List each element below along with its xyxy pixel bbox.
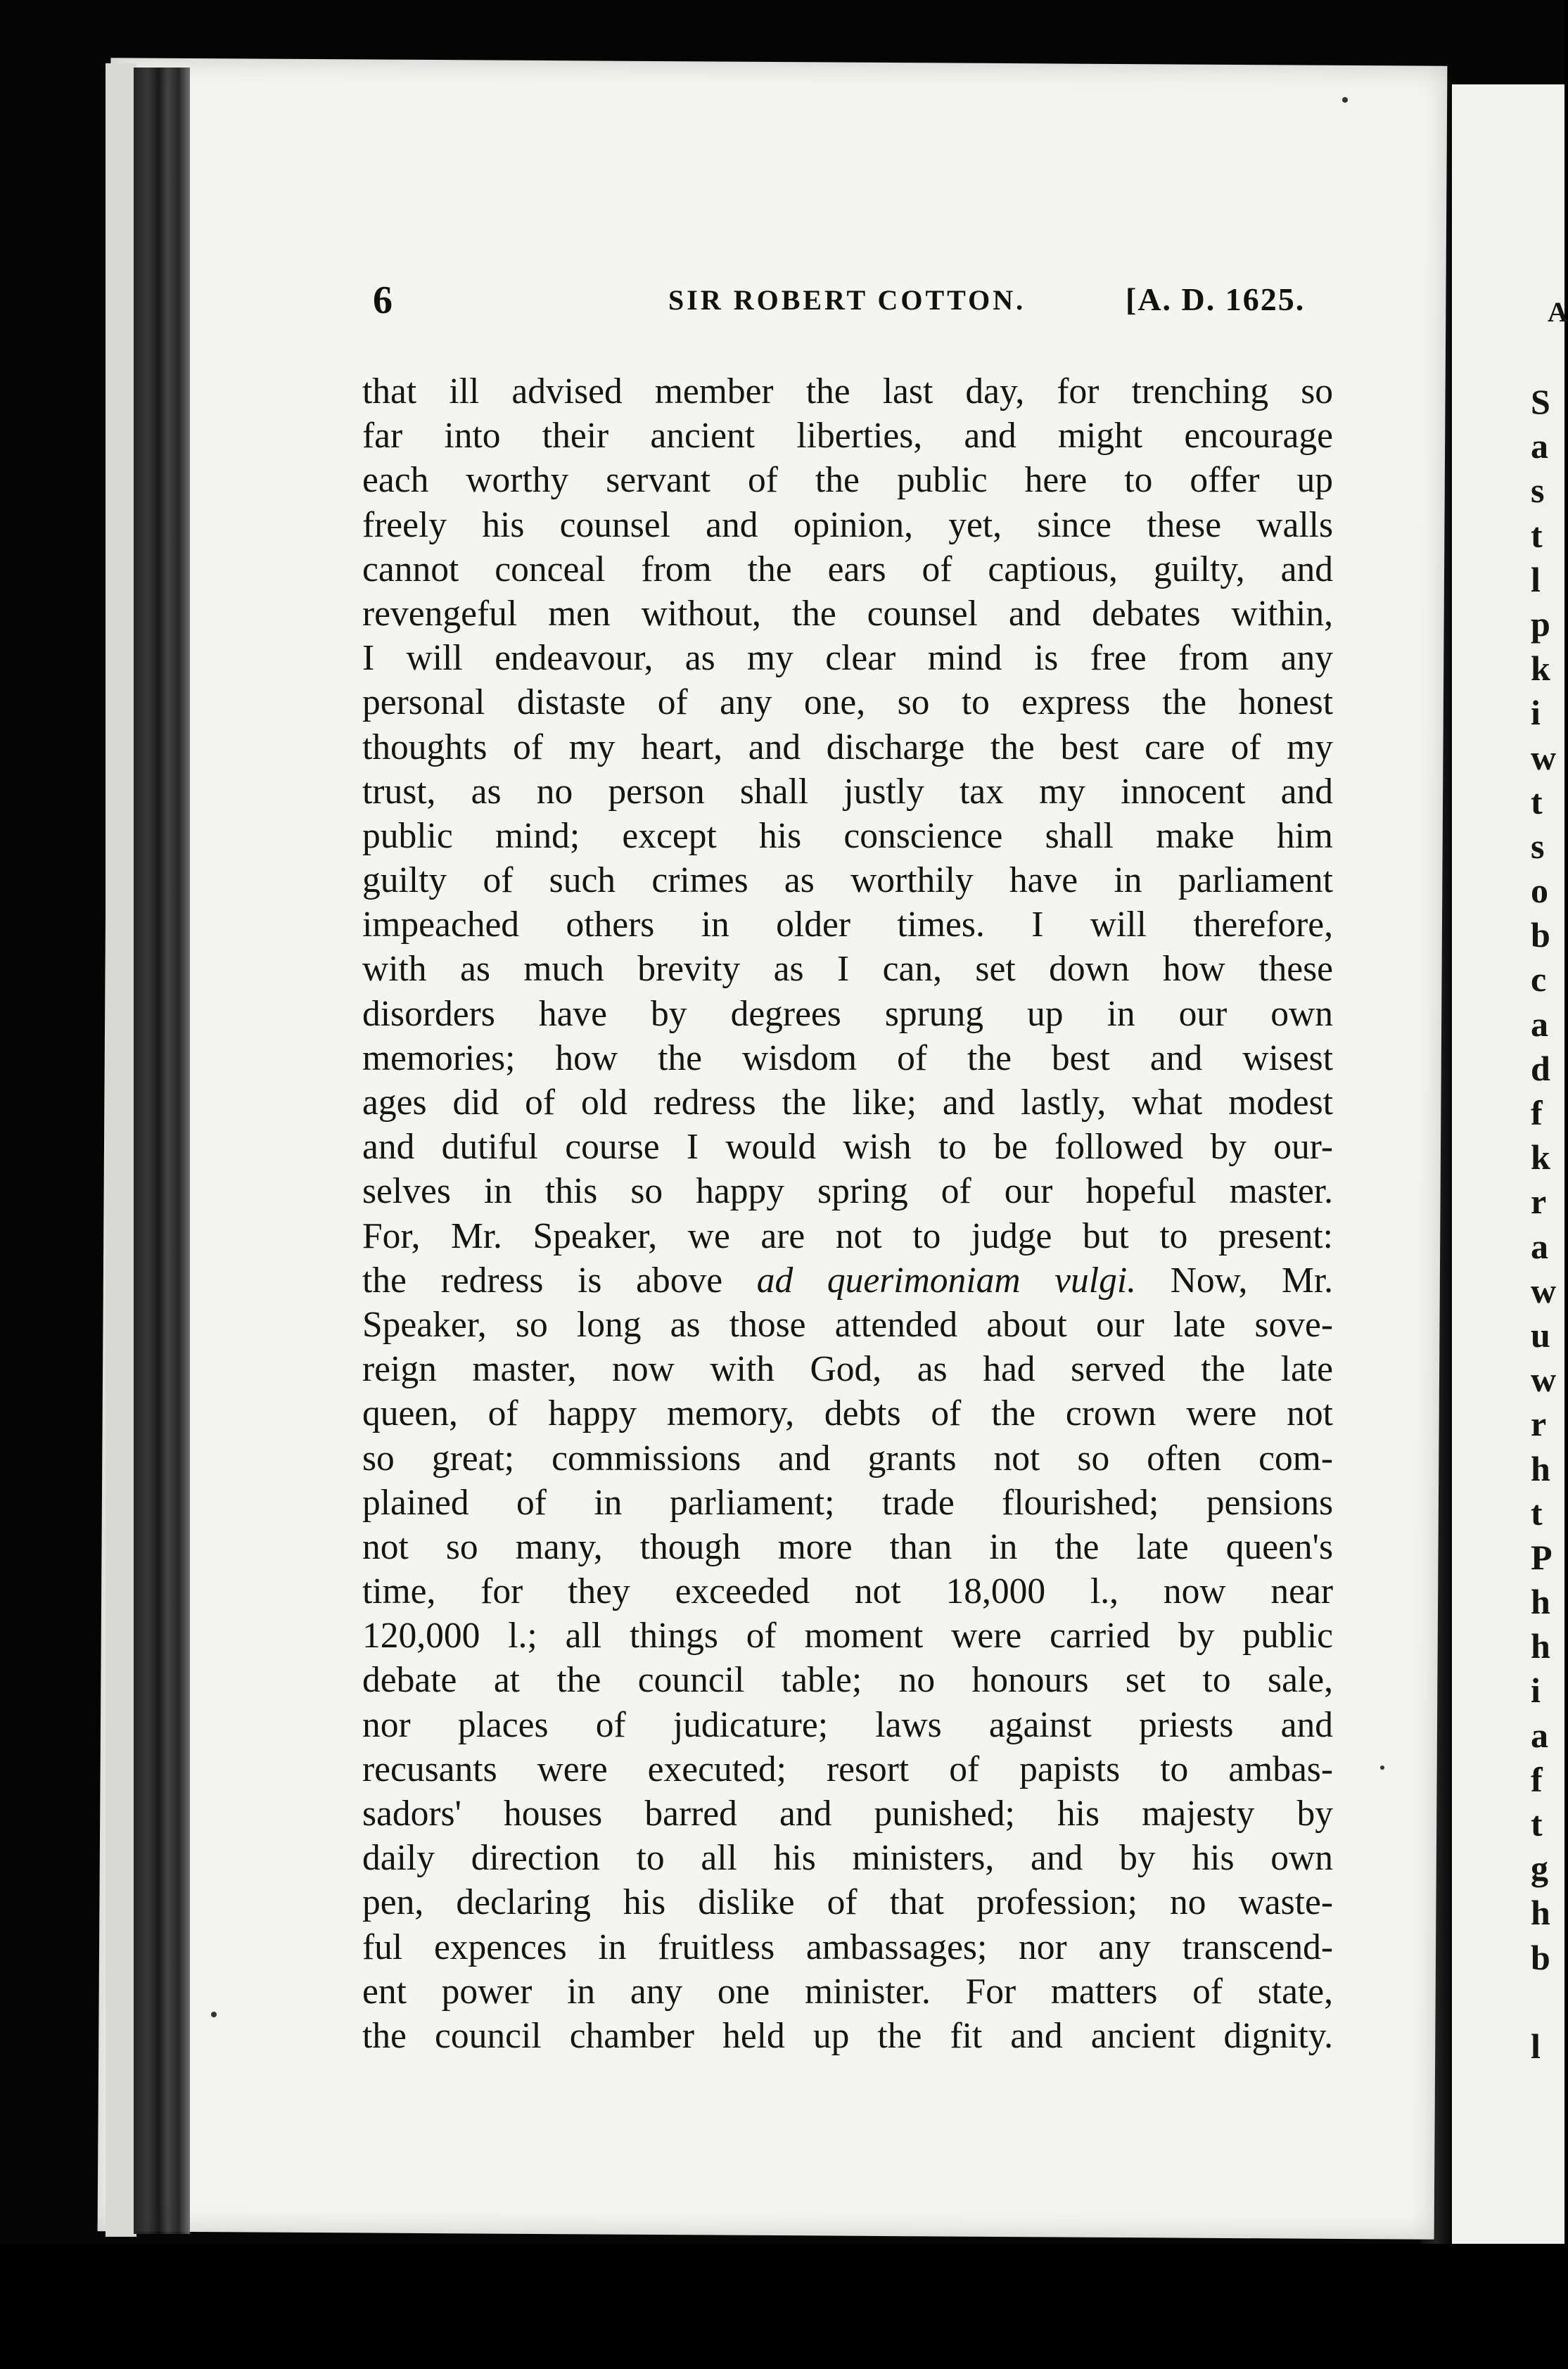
- text-line: freely his counsel and opinion, yet, since these walls: [362, 504, 1333, 545]
- text-line: public mind; except his conscience shall make him: [362, 815, 1333, 856]
- text-line: guilty of such crimes as worthily have in parliament: [362, 860, 1333, 901]
- text-line: far into their ancient liberties, and might encourage: [362, 416, 1333, 456]
- next-page-letter: h: [1531, 1893, 1550, 1933]
- next-page-letter: w: [1531, 737, 1557, 777]
- next-page-letter: a: [1531, 426, 1548, 466]
- next-page-letter: a: [1531, 1004, 1548, 1044]
- running-head: [373, 278, 1337, 334]
- text-line: time, for they exceeded not 18,000 l., now near: [362, 1571, 1333, 1612]
- next-page-letter: i: [1531, 1671, 1541, 1711]
- next-page-letter: t: [1531, 1493, 1543, 1533]
- text-line: trust, as no person shall justly tax my innocent and: [362, 771, 1333, 812]
- next-page-letter: [1531, 1980, 1564, 2024]
- text-line: sadors' houses barred and punished; his majesty by: [362, 1794, 1333, 1834]
- text-line: plained of in parliament; trade flourished; pensions: [362, 1482, 1333, 1523]
- next-page-letter: k: [1531, 649, 1550, 689]
- text-line: recusants were executed; resort of papists to ambas-: [362, 1749, 1333, 1789]
- text-line: the redress is above ad querimoniam vulgi. Now, Mr.: [362, 1260, 1334, 1301]
- text-line: cannot conceal from the ears of captious, guilty, and: [362, 549, 1333, 589]
- next-page-letter: o: [1531, 871, 1548, 911]
- binding-edge: [134, 68, 190, 2234]
- paper-speck: [1380, 1765, 1384, 1770]
- text-line: ful expences in fruitless ambassages; nor any transcend-: [362, 1927, 1333, 1967]
- next-page-letter: t: [1531, 1804, 1543, 1844]
- scan-bottom-edge: [0, 2244, 1564, 2369]
- text-line: ages did of old redress the like; and lastly, what modest: [362, 1083, 1333, 1123]
- text-line: that ill advised member the last day, for trenching so: [362, 371, 1333, 411]
- text-line: Speaker, so long as those attended about our late sove-: [362, 1304, 1333, 1345]
- next-page-letter: l: [1531, 2026, 1541, 2066]
- next-page-letter: h: [1531, 1448, 1550, 1488]
- text-line: debate at the council table; no honours set to sale,: [362, 1660, 1333, 1701]
- next-page-letter: f: [1531, 1093, 1543, 1132]
- text-line: For, Mr. Speaker, we are not to judge but to present:: [362, 1215, 1333, 1256]
- next-page-letter: s: [1531, 471, 1545, 511]
- text-line: and dutiful course I would wish to be followed by our-: [362, 1127, 1333, 1168]
- next-page-letter: P: [1531, 1537, 1553, 1577]
- next-page-letter: w: [1531, 1270, 1557, 1310]
- next-page-head: A: [1548, 296, 1568, 328]
- next-page-letter: a: [1531, 1226, 1548, 1266]
- text-line: thoughts of my heart, and discharge the best care of my: [362, 727, 1333, 767]
- page-number: 6: [373, 279, 393, 322]
- text-line: memories; how the wisdom of the best and wisest: [362, 1037, 1333, 1078]
- text-line: so great; commissions and grants not so often com-: [362, 1438, 1333, 1479]
- paper-speck: [1342, 97, 1348, 103]
- next-page-letter: d: [1531, 1048, 1550, 1088]
- page-edge: [106, 63, 136, 2237]
- running-title: SIR ROBERT COTTON.: [668, 284, 1026, 316]
- next-page-letter: f: [1531, 1759, 1543, 1799]
- text-line: each worthy servant of the public here to offer up: [362, 460, 1333, 501]
- latin-phrase: ad querimoniam vulgi.: [756, 1260, 1137, 1301]
- next-page-letter: w: [1531, 1360, 1557, 1400]
- next-page-letter: t: [1531, 515, 1543, 555]
- text-line: not so many, though more than in the late queen's: [362, 1526, 1333, 1567]
- text-line: revengeful men without, the counsel and debates within,: [362, 593, 1333, 634]
- text-line: queen, of happy memory, debts of the crown were not: [362, 1393, 1333, 1434]
- running-date: [A. D. 1625.: [1126, 281, 1306, 317]
- text-line: I will endeavour, as my clear mind is free from any: [362, 638, 1333, 679]
- text-line: selves in this so happy spring of our hopeful master.: [362, 1171, 1333, 1212]
- next-page-letter: l: [1531, 559, 1541, 599]
- next-page-letter: r: [1531, 1404, 1547, 1444]
- text-line: daily direction to all his ministers, and by his own: [362, 1838, 1333, 1879]
- next-page-letter: h: [1531, 1626, 1550, 1666]
- next-page-letter: r: [1531, 1182, 1547, 1222]
- next-page-letter: t: [1531, 781, 1543, 822]
- next-page-letter: c: [1531, 959, 1547, 1000]
- next-page-letter: i: [1531, 693, 1541, 733]
- text-line: with as much brevity as I can, set down how these: [362, 949, 1333, 990]
- paper-speck: [211, 2012, 217, 2017]
- next-page-letter: s: [1531, 826, 1545, 866]
- next-page-letter: a: [1531, 1715, 1548, 1755]
- next-page-letter: h: [1531, 1582, 1550, 1622]
- next-page-text: [1531, 380, 1564, 2069]
- text-line: nor places of judicature; laws against priests and: [362, 1704, 1333, 1745]
- next-page-letter: g: [1531, 1848, 1548, 1889]
- text-line: pen, declaring his dislike of that profession; no waste-: [362, 1882, 1333, 1923]
- text-line: disorders have by degrees sprung up in our own: [362, 993, 1333, 1034]
- text-line: the council chamber held up the fit and ancient dignity.: [362, 2015, 1333, 2056]
- text-line: reign master, now with God, as had served the late: [362, 1349, 1333, 1390]
- next-page-letter: p: [1531, 604, 1550, 644]
- next-page-letter: b: [1531, 915, 1550, 955]
- next-page-letter: S: [1531, 382, 1550, 421]
- text-line: 120,000 l.; all things of moment were carried by public: [362, 1616, 1333, 1656]
- next-page-letter: k: [1531, 1137, 1550, 1177]
- text-line: impeached others in older times. I will therefore,: [362, 905, 1333, 945]
- body-text: [362, 369, 1333, 2058]
- text-line: ent power in any one minister. For matters of state,: [362, 1971, 1333, 2012]
- text-line: personal distaste of any one, so to express the honest: [362, 682, 1333, 723]
- next-page-letter: u: [1531, 1315, 1550, 1355]
- next-page-letter: b: [1531, 1937, 1550, 1977]
